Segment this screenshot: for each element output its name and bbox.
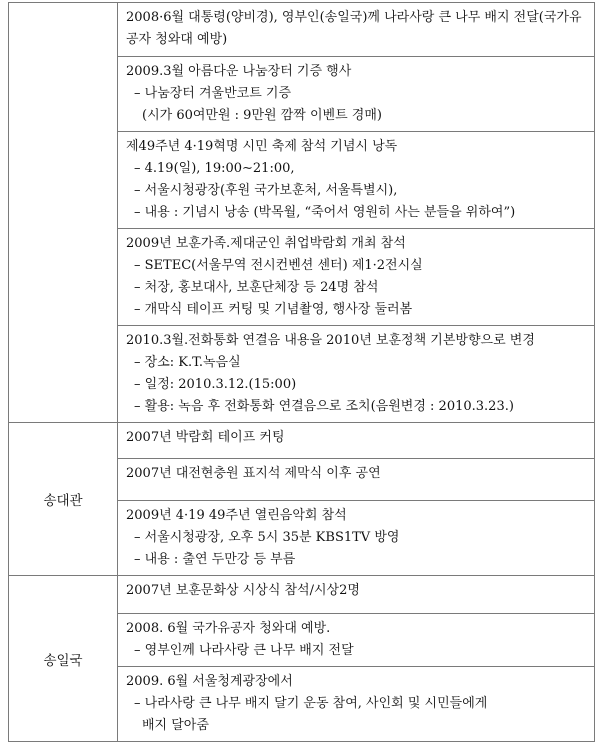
activity-detail: (시가 60여만원 : 9만원 깜짝 이벤트 경매) (142, 108, 382, 123)
activity-cell (118, 132, 595, 229)
activity-detail: – 영부인께 나라사랑 큰 나무 배지 전달 (134, 643, 354, 658)
activity-cell (118, 229, 595, 326)
activity-detail: – 내용 : 기념시 낭송 (박목월, “죽어서 영원히 사는 분들을 위하여”) (134, 205, 516, 220)
activity-detail: – 나눔장터 겨울반코트 기증 (134, 86, 292, 101)
activity-cell (118, 326, 595, 423)
activity-heading: 2007년 보훈문화상 시상식 참석/시상2명 (126, 583, 360, 598)
activity-detail: – 활용: 녹음 후 전화통화 연결음으로 조치(음원변경 : 2010.3.23.) (134, 399, 514, 414)
activity-cell (118, 501, 595, 576)
activity-heading: 2008. 6월 국가유공자 청와대 예방. (126, 621, 331, 636)
activity-detail: – 서울시청광장(후원 국가보훈처, 서울특별시), (134, 183, 398, 198)
table-row (9, 576, 595, 614)
activity-detail: – 서울시청광장, 오후 5시 35분 KBS1TV 방영 (134, 530, 400, 545)
activity-cell (118, 459, 595, 501)
activity-cell (118, 614, 595, 667)
activity-detail: – 일정: 2010.3.12.(15:00) (134, 377, 297, 392)
person-name: 송일국 (9, 576, 118, 742)
activity-cell (118, 3, 595, 57)
activity-heading: 2009년 보훈가족.제대군인 취업박람회 개최 참석 (126, 236, 406, 251)
activity-cell (118, 667, 595, 742)
activity-cell (118, 576, 595, 614)
activity-heading: 2009년 4·19 49주년 열린음악회 참석 (126, 508, 347, 523)
name-cell-empty (9, 3, 118, 423)
table-row (9, 423, 595, 459)
activity-heading: 2009.3월 아름다운 나눔장터 기증 행사 (126, 64, 352, 79)
activity-detail: – 내용 : 출연 두만강 등 부름 (134, 552, 296, 567)
activity-heading: 2009. 6월 서울청계광장에서 (126, 674, 293, 689)
activity-detail: – 나라사랑 큰 나무 배지 달기 운동 참여, 사인회 및 시민들에게 (134, 696, 488, 711)
activity-detail: 배지 달아줌 (142, 718, 209, 733)
activity-cell (118, 57, 595, 132)
activity-heading: 2007년 박람회 테이프 커팅 (126, 430, 285, 445)
activity-heading: 2010.3월.전화통화 연결음 내용을 2010년 보훈정책 기본방향으로 변경 (126, 333, 535, 348)
activity-detail: – 4.19(일), 19:00∼21:00, (134, 161, 295, 176)
activity-heading: 제49주년 4·19혁명 시민 축제 참석 기념시 낭독 (126, 139, 398, 154)
activity-detail: – 처장, 홍보대사, 보훈단체장 등 24명 참석 (134, 280, 379, 295)
table-row (9, 3, 595, 57)
activity-detail: – SETEC(서울무역 전시컨벤션 센터) 제1·2전시실 (134, 258, 423, 273)
person-name: 송대관 (9, 423, 118, 576)
activity-detail: – 개막식 테이프 커팅 및 기념촬영, 행사장 둘러봄 (134, 302, 413, 317)
activity-table (8, 2, 595, 742)
activity-heading: 2007년 대전현충원 표지석 제막식 이후 공연 (126, 466, 381, 481)
activity-detail: – 장소: K.T.녹음실 (134, 355, 241, 370)
activity-cell (118, 423, 595, 459)
activity-text: 2008·6월 대통령(양비경), 영부인(송일국)께 나라사랑 큰 나무 배지 전달(국가유공자 청와대 예방) (126, 10, 582, 47)
